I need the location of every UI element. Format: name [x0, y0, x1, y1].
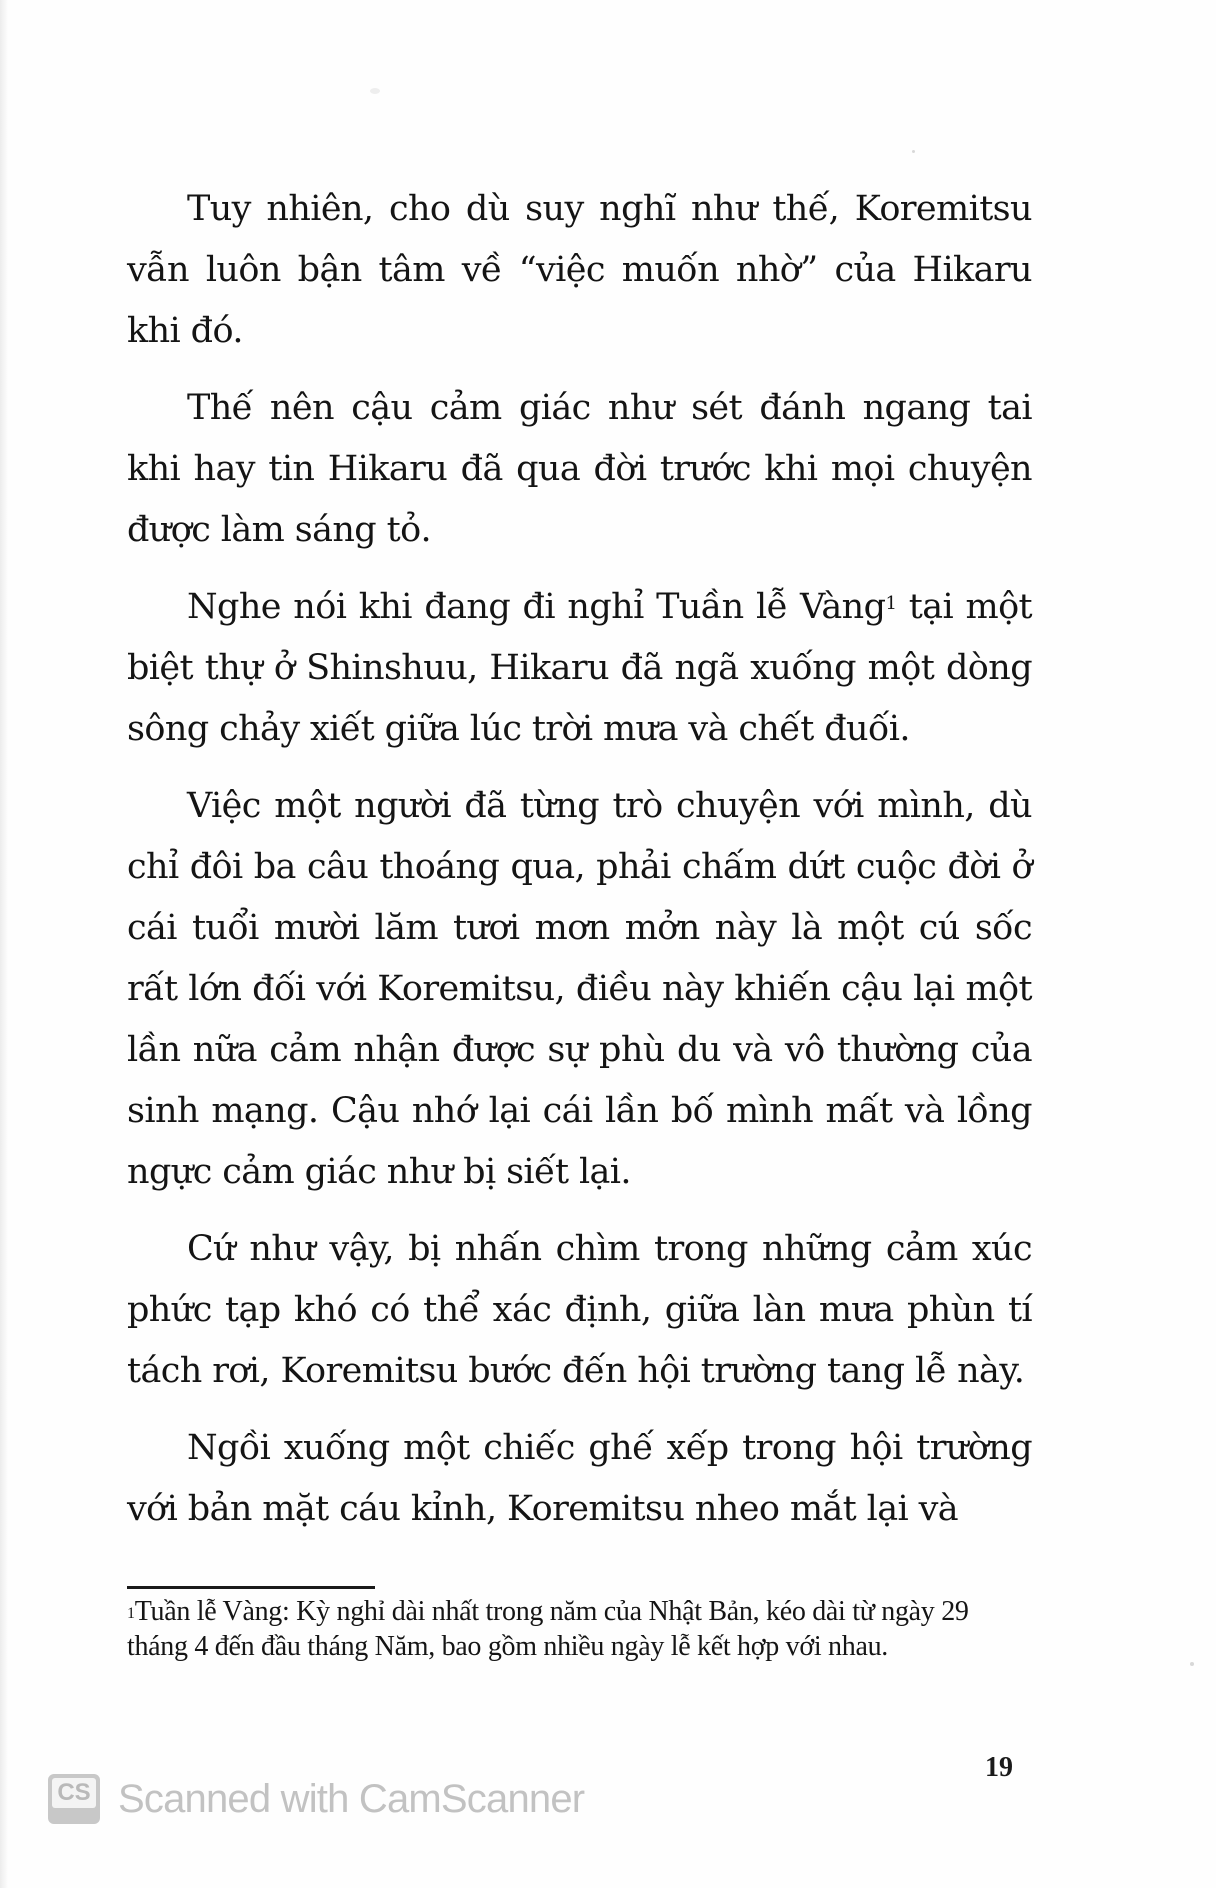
footnote-text: Tuần lễ Vàng: Kỳ nghỉ dài nhất trong năm của Nhật Bản, kéo dài từ ngày 29 tháng 4 đến đầu tháng Năm, bao gồm nhiều ngày lễ kết hợp với nhau.	[127, 1596, 969, 1662]
footnote	[127, 1594, 1027, 1664]
footnote-divider	[127, 1586, 375, 1589]
page-number: 19	[985, 1752, 1013, 1783]
scan-speck	[370, 88, 380, 94]
paragraph-5: Cứ như vậy, bị nhấn chìm trong những cảm xúc phức tạp khó có thể xác định, giữa làn mưa phùn tí tách rơi, Koremitsu bước đến hội trường tang lễ này.	[127, 1229, 1032, 1391]
footnote-reference[interactable]: 1	[885, 593, 897, 614]
camscanner-logo-icon: CS	[48, 1774, 100, 1824]
watermark-text: Scanned with CamScanner	[118, 1776, 585, 1821]
paragraph-2: Thế nên cậu cảm giác như sét đánh ngang tai khi hay tin Hikaru đã qua đời trước khi mọi chuyện được làm sáng tỏ.	[127, 388, 1032, 550]
scan-speck	[1190, 1662, 1194, 1666]
paragraph-4: Việc một người đã từng trò chuyện với mình, dù chỉ đôi ba câu thoáng qua, phải chấm dứt cuộc đời ở cái tuổi mười lăm tươi mơn mởn này là một cú sốc rất lớn đối với Koremitsu, điều này khiến cậu lại một lần nữa cảm nhận được sự phù du và vô thường của sinh mạng. Cậu nhớ lại cái lần bố mình mất và lồng ngực cảm giác như bị siết lại.	[127, 786, 1032, 1192]
footnote-marker: 1	[127, 1605, 135, 1622]
paragraph-1: Tuy nhiên, cho dù suy nghĩ như thế, Koremitsu vẫn luôn bận tâm về “việc muốn nhờ” của Hikaru khi đó.	[127, 189, 1032, 351]
body-text	[127, 179, 1032, 1540]
page-edge-shadow	[0, 0, 8, 1888]
camscanner-watermark	[48, 1774, 584, 1824]
scan-speck	[912, 150, 915, 153]
paragraph-6: Ngồi xuống một chiếc ghế xếp trong hội trường với bản mặt cáu kỉnh, Koremitsu nheo mắt lại và	[127, 1428, 1032, 1529]
paragraph-3: Nghe nói khi đang đi nghỉ Tuần lễ Vàng$^1$ tại một biệt thự ở Shinshuu, Hikaru đã ngã xuống một dòng sông chảy xiết giữa lúc trời mưa và chết đuối.	[127, 587, 1033, 749]
